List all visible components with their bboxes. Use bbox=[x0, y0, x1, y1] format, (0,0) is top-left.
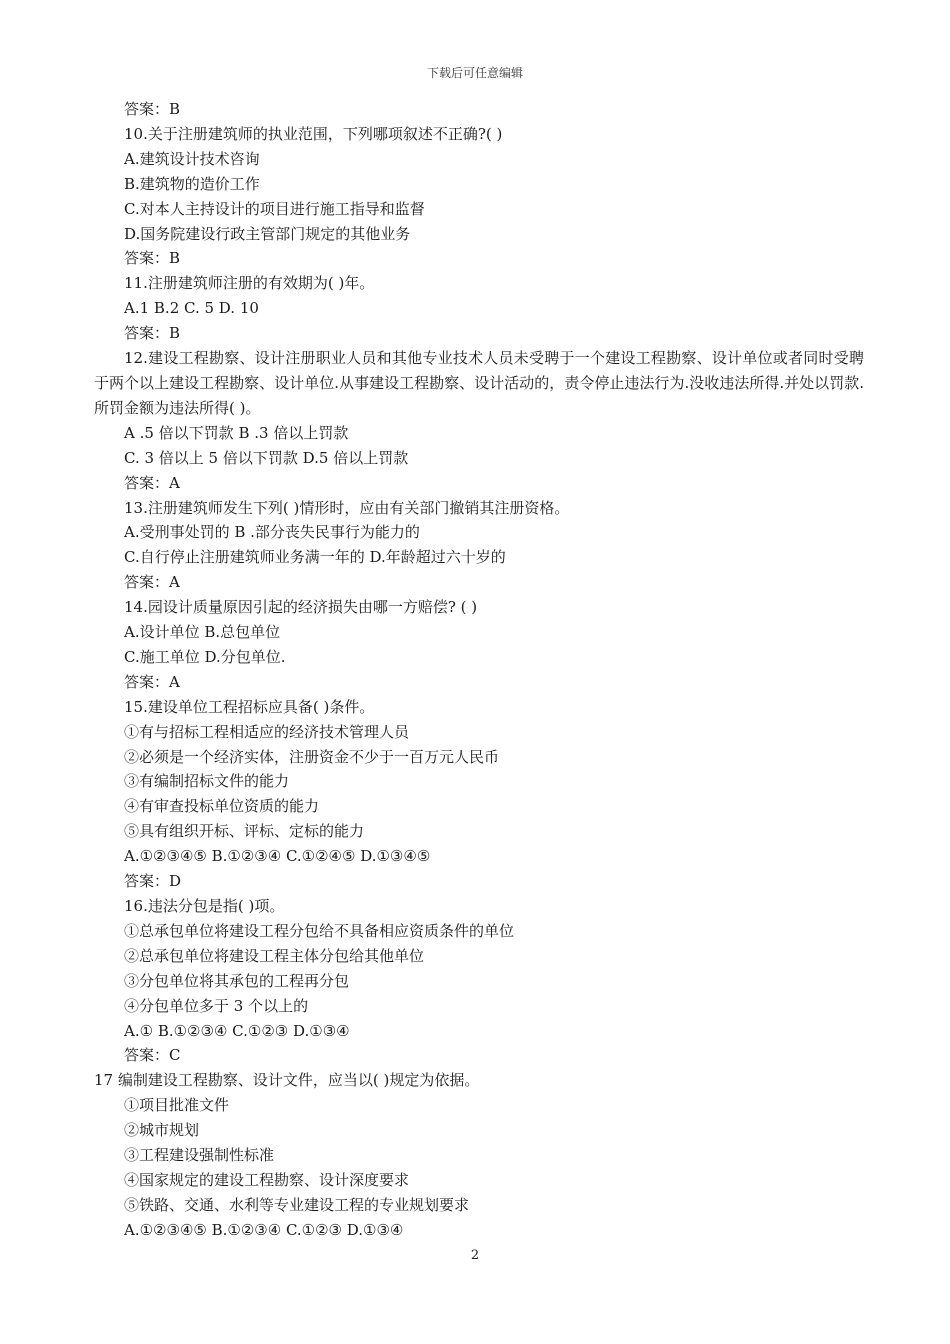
text-line: A.建筑设计技术咨询 bbox=[124, 149, 260, 168]
text-line: B.建筑物的造价工作 bbox=[124, 174, 260, 193]
text-line: 答案：B bbox=[124, 324, 181, 343]
text-line: ⑤铁路、交通、水利等专业建设工程的专业规划要求 bbox=[124, 1195, 470, 1214]
text-line: 10.关于注册建筑师的执业范围，下列哪项叙述不正确?( ) bbox=[124, 124, 503, 143]
text-line: ③有编制招标文件的能力 bbox=[124, 772, 290, 791]
text-line: ②总承包单位将建设工程主体分包给其他单位 bbox=[124, 946, 425, 965]
text-line: ①有与招标工程相适应的经济技术管理人员 bbox=[124, 722, 410, 741]
text-line: 15.建设单位工程招标应具备( )条件。 bbox=[124, 697, 375, 716]
text-line: 12.建设工程勘察、设计注册职业人员和其他专业技术人员未受聘于一个建设工程勘察、设计单位或者同时受聘于两个以上建设工程勘察、设计单位.从事建设工程勘察、设计活动的，责令停止违法行为.没收违法所得.并处以罚款.所罚金额为违法所得( )。 bbox=[94, 349, 864, 417]
text-line: 16.违法分包是指( )项。 bbox=[124, 897, 285, 915]
text-line: A.1 B.2 C. 5 D. 10 bbox=[124, 299, 259, 318]
text-line: ④分包单位多于 3 个以上的 bbox=[124, 996, 309, 1015]
text-line: 14.园设计质量原因引起的经济损失由哪一方赔偿? ( ) bbox=[124, 598, 478, 617]
text-line: C.对本人主持设计的项目进行施工指导和监督 bbox=[124, 199, 425, 218]
document-body bbox=[94, 97, 864, 1243]
text-line: A.①②③④⑤ B.①②③④ C.①②③ D.①③④ bbox=[124, 1220, 404, 1239]
text-line: 13.注册建筑师发生下列( )情形时，应由有关部门撤销其注册资格。 bbox=[124, 498, 570, 517]
text-line: A.①②③④⑤ B.①②③④ C.①②④⑤ D.①③④⑤ bbox=[124, 847, 431, 866]
text-line: 17 编制建设工程勘察、设计文件，应当以( )规定为依据。 bbox=[94, 1071, 480, 1090]
text-line: 答案：A bbox=[124, 672, 180, 691]
page-header: 下载后可任意编辑 bbox=[426, 66, 523, 80]
text-line: 11.注册建筑师注册的有效期为( )年。 bbox=[124, 274, 375, 293]
text-line: A.① B.①②③④ C.①②③ D.①③④ bbox=[124, 1021, 350, 1040]
page-number: 2 bbox=[470, 1248, 480, 1263]
text-line: C.自行停止注册建筑师业务满一年的 D.年龄超过六十岁的 bbox=[124, 548, 506, 567]
text-line: 答案：B bbox=[124, 249, 181, 268]
text-line: ①总承包单位将建设工程分包给不具备相应资质条件的单位 bbox=[124, 921, 515, 940]
text-line: 答案：D bbox=[124, 872, 182, 891]
text-line: A.受刑事处罚的 B .部分丧失民事行为能力的 bbox=[124, 523, 420, 542]
text-line: ③分包单位将其承包的工程再分包 bbox=[124, 971, 350, 990]
text-line: ③工程建设强制性标准 bbox=[124, 1146, 275, 1165]
text-line: ④有审查投标单位资质的能力 bbox=[124, 797, 320, 816]
text-line: A .5 倍以下罚款 B .3 倍以上罚款 bbox=[124, 423, 349, 442]
text-line: ①项目批准文件 bbox=[124, 1096, 230, 1115]
text-line: 答案：C bbox=[124, 1046, 181, 1065]
text-line: ④国家规定的建设工程勘察、设计深度要求 bbox=[124, 1170, 410, 1189]
text-line: C.施工单位 D.分包单位. bbox=[124, 647, 286, 666]
text-line: 答案：B bbox=[124, 100, 181, 118]
text-line: A.设计单位 B.总包单位 bbox=[124, 623, 281, 642]
text-line: D.国务院建设行政主管部门规定的其他业务 bbox=[124, 224, 411, 243]
text-line: 答案：A bbox=[124, 473, 180, 492]
text-line: C. 3 倍以上 5 倍以下罚款 D.5 倍以上罚款 bbox=[124, 448, 409, 467]
text-line: ②城市规划 bbox=[124, 1121, 200, 1140]
text-line: 答案：A bbox=[124, 573, 180, 592]
text-line: ②必须是一个经济实体，注册资金不少于一百万元人民币 bbox=[124, 747, 500, 766]
text-line: ⑤具有组织开标、评标、定标的能力 bbox=[124, 822, 365, 841]
